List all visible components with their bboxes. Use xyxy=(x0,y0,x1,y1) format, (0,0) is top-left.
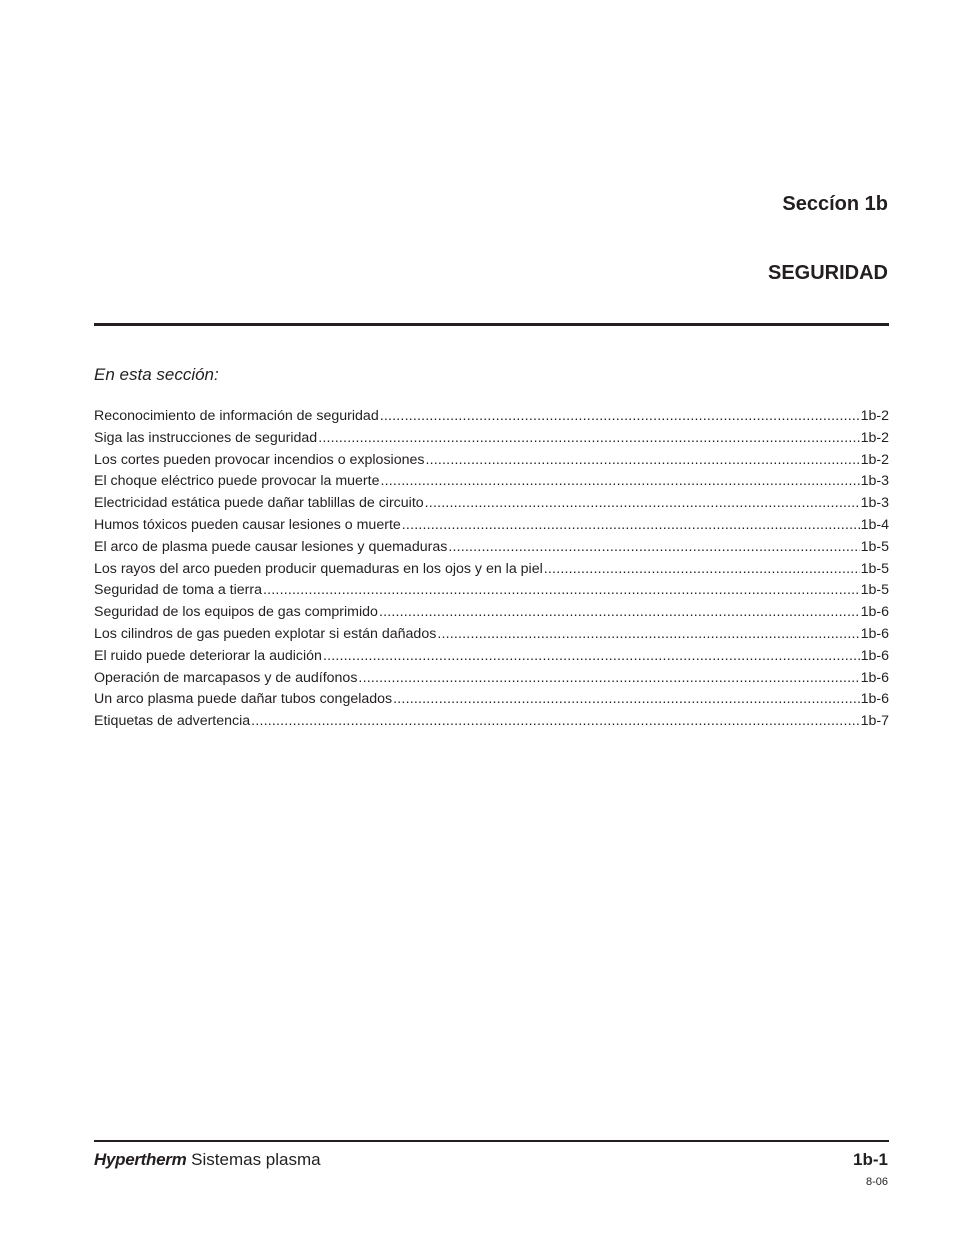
toc-entry-title: Reconocimiento de información de seguridad xyxy=(94,408,379,424)
page-number: 1b-1 xyxy=(853,1150,888,1169)
toc-entry-page: 1b-2 xyxy=(860,408,889,424)
toc-entry[interactable] xyxy=(94,689,889,711)
toc-entry[interactable] xyxy=(94,537,889,559)
toc-leader-dots xyxy=(358,668,859,690)
toc-entry[interactable] xyxy=(94,580,889,602)
toc-leader-dots xyxy=(544,559,860,581)
toc-leader-dots xyxy=(251,711,859,733)
toc-entry-title: Humos tóxicos pueden causar lesiones o muerte xyxy=(94,516,401,533)
toc-entry[interactable] xyxy=(94,624,889,646)
toc-entry[interactable] xyxy=(94,515,889,537)
toc-entry[interactable] xyxy=(94,559,889,581)
toc-entry[interactable] xyxy=(94,668,889,690)
toc-entry-page: 1b-5 xyxy=(860,560,889,577)
toc-entry-title: El arco de plasma puede causar lesiones y quemaduras xyxy=(94,538,448,555)
toc-leader-dots xyxy=(381,471,860,493)
toc-entry[interactable] xyxy=(94,471,889,493)
toc-entry-page: 1b-6 xyxy=(860,647,889,664)
toc-leader-dots xyxy=(380,406,860,428)
toc-entry[interactable] xyxy=(94,602,889,624)
toc-entry-page: 1b-6 xyxy=(860,625,889,642)
toc-entry-page: 1b-6 xyxy=(860,604,889,621)
toc-leader-dots xyxy=(393,689,859,711)
toc-entry-page: 1b-4 xyxy=(860,516,889,533)
footer-divider xyxy=(94,1140,889,1142)
toc-entry[interactable] xyxy=(94,450,889,472)
toc-leader-dots xyxy=(425,493,860,515)
toc-entry-page: 1b-6 xyxy=(860,669,889,686)
toc-leader-dots xyxy=(323,646,860,668)
toc-entry-page: 1b-6 xyxy=(860,691,889,708)
toc-entry[interactable] xyxy=(94,428,889,450)
toc-entry-page: 1b-2 xyxy=(860,451,889,468)
toc-entry-title: El choque eléctrico puede provocar la muerte xyxy=(94,473,380,490)
revision-date: 8-06 xyxy=(865,1176,888,1188)
toc-entry-title: Los cilindros de gas pueden explotar si están dañados xyxy=(94,625,437,642)
toc-entry-title: El ruido puede deteriorar la audición xyxy=(94,647,322,664)
toc-leader-dots xyxy=(448,537,859,559)
toc-entry-title: Los rayos del arco pueden producir quemaduras en los ojos y en la piel xyxy=(94,560,543,577)
footer-product: Sistemas plasma xyxy=(191,1150,321,1169)
toc-entry[interactable] xyxy=(94,646,889,668)
toc-entry-page: 1b-5 xyxy=(860,538,889,555)
toc-entry-title: Electricidad estática puede dañar tablillas de circuito xyxy=(94,495,424,512)
toc-entry-title: Seguridad de toma a tierra xyxy=(94,582,262,599)
toc-entry-page: 1b-3 xyxy=(860,495,889,512)
toc-heading: En esta sección: xyxy=(94,365,219,384)
section-title: SEGURIDAD xyxy=(767,262,888,284)
toc-leader-dots xyxy=(425,450,859,472)
table-of-contents xyxy=(94,406,889,733)
toc-leader-dots xyxy=(263,580,860,602)
section-number: Seccíon 1b xyxy=(782,193,888,215)
footer-brand xyxy=(94,1150,321,1170)
toc-entry-title: Etiquetas de advertencia xyxy=(94,713,251,730)
toc-leader-dots xyxy=(379,602,860,624)
toc-leader-dots xyxy=(318,428,859,450)
toc-entry-page: 1b-3 xyxy=(860,473,889,490)
toc-entry-page: 1b-2 xyxy=(860,429,889,446)
toc-entry-title: Operación de marcapasos y de audífonos xyxy=(94,669,358,686)
toc-entry-title: Seguridad de los equipos de gas comprimido xyxy=(94,604,378,621)
toc-entry[interactable] xyxy=(94,493,889,515)
toc-entry-title: Los cortes pueden provocar incendios o explosiones xyxy=(94,451,425,468)
toc-entry[interactable] xyxy=(94,406,889,428)
toc-entry-title: Siga las instrucciones de seguridad xyxy=(94,429,318,446)
header-divider xyxy=(94,323,889,326)
toc-leader-dots xyxy=(437,624,859,646)
toc-entry-page: 1b-5 xyxy=(860,582,889,599)
toc-leader-dots xyxy=(402,515,860,537)
toc-entry-title: Un arco plasma puede dañar tubos congelados xyxy=(94,691,393,708)
toc-entry-page: 1b-7 xyxy=(860,713,889,730)
hypertherm-logo: Hypertherm xyxy=(94,1150,187,1169)
toc-entry[interactable] xyxy=(94,711,889,733)
